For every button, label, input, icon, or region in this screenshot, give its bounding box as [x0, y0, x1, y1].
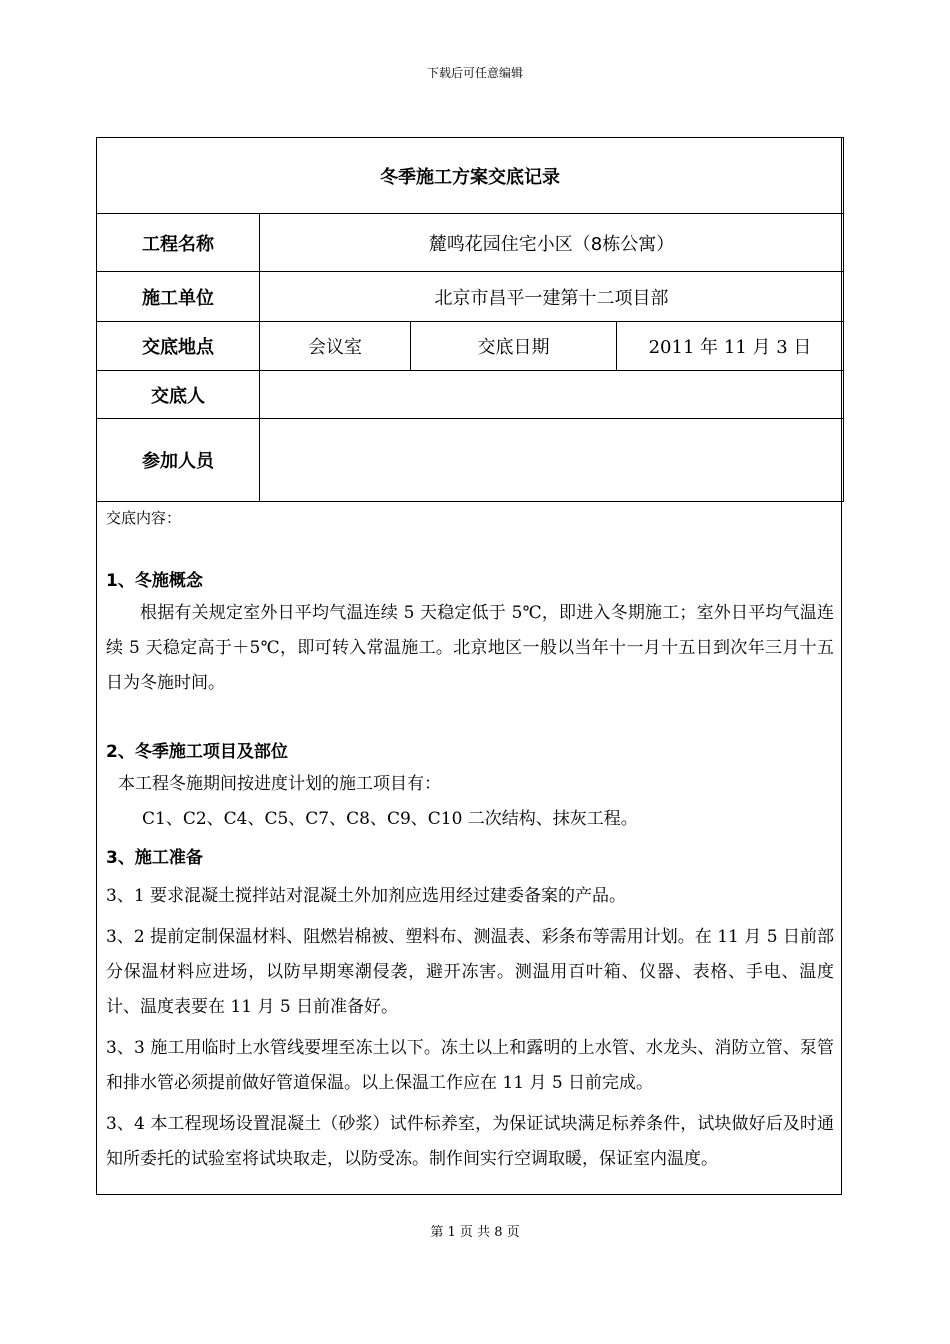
section-2-paragraph-1: 本工程冬施期间按进度计划的施工项目有： — [118, 774, 441, 794]
presenter-label: 交底人 — [97, 371, 260, 419]
section-2-heading: 2、冬季施工项目及部位 — [106, 742, 288, 762]
location-label: 交底地点 — [97, 322, 260, 371]
participants-label: 参加人员 — [97, 419, 260, 502]
section-1-heading: 1、冬施概念 — [106, 571, 203, 591]
section-2-paragraph-2: C1、C2、C4、C5、C7、C8、C9、C10 二次结构、抹灰工程。 — [142, 809, 638, 829]
section-3-item-2: 3、2 提前定制保温材料、阻燃岩棉被、塑料布、测温表、彩条布等需用计划。在 11 月 5 日前部分保温材料应进场，以防早期寒潮侵袭，避开冻害。测温用百叶箱、仪器、表格、手电、温度计、温度表要在 11 月 5 日前准备好。 — [106, 927, 834, 1017]
section-3-item-1: 3、1 要求混凝土搅拌站对混凝土外加剂应选用经过建委备案的产品。 — [106, 886, 627, 906]
form-title: 冬季施工方案交底记录 — [97, 138, 844, 214]
participants-row — [97, 419, 844, 502]
briefing-content — [106, 508, 834, 1177]
location-row — [97, 322, 844, 371]
location-value: 会议室 — [260, 322, 411, 371]
unit-label: 施工单位 — [97, 272, 260, 322]
section-3-item-3: 3、3 施工用临时上水管线要埋至冻土以下。冻土以上和露明的上水管、水龙头、消防立管、泵管和排水管必须提前做好管道保温。以上保温工作应在 11 月 5 日前完成。 — [106, 1038, 834, 1093]
participants-value — [260, 419, 844, 502]
project-row — [97, 214, 844, 272]
date-label: 交底日期 — [411, 322, 617, 371]
project-value: 麓鸣花园住宅小区（8栋公寓） — [260, 214, 844, 272]
section-3-heading: 3、施工准备 — [106, 848, 203, 868]
page-number-footer: 第 1 页 共 8 页 — [430, 1225, 520, 1240]
project-label: 工程名称 — [97, 214, 260, 272]
record-form-table — [96, 137, 844, 502]
title-row — [97, 138, 844, 214]
presenter-value — [260, 371, 844, 419]
header-note: 下载后可任意编辑 — [426, 66, 523, 80]
unit-row — [97, 272, 844, 322]
date-value: 2011 年 11 月 3 日 — [617, 322, 844, 371]
presenter-row — [97, 371, 844, 419]
section-3-item-4: 3、4 本工程现场设置混凝土（砂浆）试件标养室，为保证试块满足标养条件，试块做好后及时通知所委托的试验室将试块取走，以防受冻。制作间实行空调取暖，保证室内温度。 — [106, 1114, 834, 1169]
unit-value: 北京市昌平一建第十二项目部 — [260, 272, 844, 322]
section-1-paragraph: 根据有关规定室外日平均气温连续 5 天稳定低于 5℃，即进入冬期施工；室外日平均气温连续 5 天稳定高于＋5℃，即可转入常温施工。北京地区一般以当年十一月十五日到次年三月十五日为冬施时间。 — [106, 603, 834, 693]
content-intro-label: 交底内容： — [106, 509, 182, 527]
